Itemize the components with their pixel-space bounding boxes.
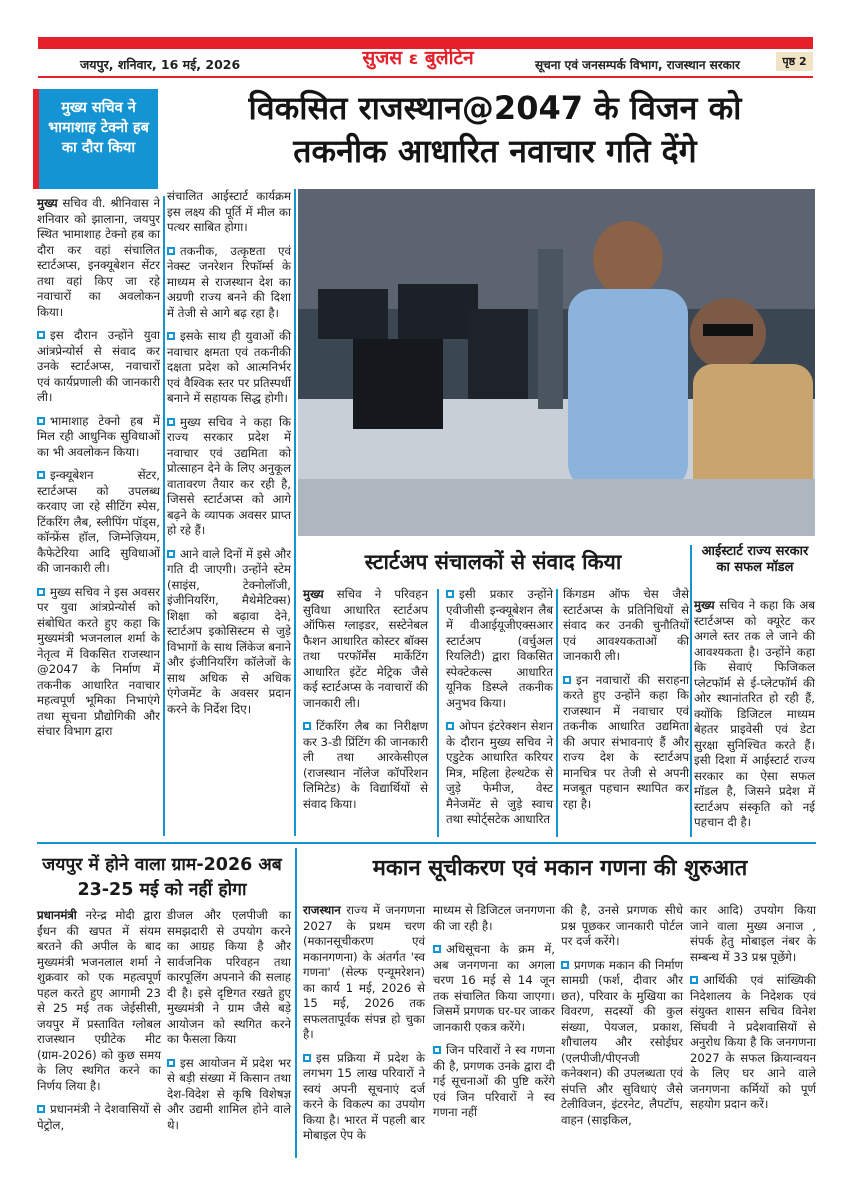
paragraph: आर्थिकी एवं सांख्यिकी निदेशालय के निदेशक एवं संयुक्त शासन सचिव विनेश सिंघवी ने प्रदेशवासियों से अनुरोध किया है कि जनगणना 2027 के सफल क्रियान्वयन के लिए घर आने वाले जनगणना कर्मियों को पूर्ण सहयोग प्रदान करें। (690, 973, 816, 1111)
paragraph: इस दौरान उन्होंने युवा आंत्रप्रेन्योर्स से संवाद कर उनके स्टार्टअप्स, नवाचारों एवं कार्यप्रणाली की जानकारी ली। (37, 328, 160, 404)
header-rule (38, 76, 813, 78)
main-headline (170, 87, 820, 173)
section-title-model: आईस्टार्ट राज्य सरकार का सफल मॉडल (701, 544, 809, 575)
masthead-subtitle: बुलेटिन (424, 47, 474, 69)
paragraph: सचिव ने परिवहन सुविधा आधारित स्टार्टअप ऑफिस ग्लाइडर, सस्टेनेबल फैशन आधारित कोस्टर बॉक्स तथा परफॉर्मेंस मार्केटिंग आधारित इंटेंट मेट्रिक जैसे कई स्टार्टअप्स के नवाचारों की जानकारी ली। (303, 587, 428, 710)
paragraph: जिन परिवारों ने स्व गणना की है, प्रगणक उनके द्वारा दी गई सूचनाओं की पुष्टि करेंगे एवं जिन परिवारों ने स्व गणना नहीं (433, 1043, 555, 1119)
paragraph: मुख्य सचिव ने इस अवसर पर युवा आंत्रप्रेन्योर्स को संबोधित करते हुए कहा कि मुख्यमंत्री भजनलाल शर्मा के नेतृत्व में विकसित राजस्थान @2047 के निर्माण में तकनीक आधारित नवाचार महत्वपूर्ण भूमिका निभाएंगे तथा सूचना प्रौद्योगिकी और संचार विभाग द्वारा (37, 584, 160, 738)
paragraph: की है, उनसे प्रगणक सीधे प्रश्न पूछकर जानकारी पोर्टल पर दर्ज करेंगे। (561, 903, 683, 948)
bullet-icon (167, 418, 175, 426)
paragraph: इस प्रक्रिया में प्रदेश के लगभग 15 लाख परिवारों ने स्वयं अपनी सूचनाएं दर्ज करने के विकल्प का उपयोग किया है। भारत में पहली बार मोबाइल ऐप के (303, 1050, 425, 1142)
bullet-icon (167, 332, 175, 340)
paragraph: सचिव वी. श्रीनिवास ने शनिवार को झालाना, जयपुर स्थित भामाशाह टेक्नो हब का दौरा कर वहां संचालित स्टार्टअप्स, इनक्यूबेशन सेंटर तथा वहां किए जा रहे नवाचारों का अवलोकन किया। (37, 196, 160, 319)
headline-line-1: विकसित राजस्थान@2047 के विजन को (248, 89, 742, 127)
column-divider (437, 589, 439, 837)
column-divider (294, 189, 296, 836)
column-divider (163, 196, 165, 836)
paragraph: मुख्य सचिव ने कहा कि राज्य सरकार प्रदेश में नवाचार एवं उद्यमिता को प्रोत्साहन देने के लिए अनुकूल वातावरण तैयार कर रही है, जिससे स्टार्टअप्स को आगे बढ़ने के व्यापक अवसर प्राप्त हो रहे हैं। (167, 414, 291, 537)
startup-column-1 (303, 587, 428, 820)
bullet-icon (167, 550, 175, 558)
paragraph: इस आयोजन में प्रदेश भर से बड़ी संख्या में किसान तथा देश-विदेश से कृषि विशेषज्ञ और उद्यमी शामिल होने वाले थे। (167, 1055, 291, 1132)
section-title-census: मकान सूचीकरण एवं मकान गणना की शुरुआत (372, 856, 748, 881)
paragraph: प्रगणक मकान की निर्माण सामग्री (फर्श, दीवार और छत), परिवार के मुखिया का विवरण, सदस्यों की कुल संख्या, पेयजल, प्रकाश, शौचालय और रसोईघर (एलपीजी/पीएनजी कनेक्शन) की उपलब्धता एवं संपत्ति और सुविधाएं जैसे टेलीविजन, इंटरनेट, लैपटॉप, वाहन (साइकिल, (561, 957, 683, 1127)
bullet-icon (303, 1054, 311, 1062)
lead-word: मुख्य (37, 196, 58, 210)
model-column (694, 598, 815, 839)
column-divider (556, 589, 558, 837)
census-column-2 (433, 903, 555, 1129)
bullet-icon (37, 588, 45, 596)
column-divider (690, 545, 692, 837)
paragraph: भामाशाह टेक्नो हब में मिल रही आधुनिक सुविधाओं का भी अवलोकन किया। (37, 413, 160, 459)
bullet-icon (561, 961, 569, 969)
section-title-startup: स्टार्टअप संचालकों से संवाद किया (298, 545, 688, 579)
masthead-logo: ε (408, 49, 419, 69)
lead-word: मुख्य (303, 587, 324, 601)
story-column-1 (37, 196, 160, 748)
page-number: पृष्ठ 2 (776, 52, 813, 71)
bullet-icon (446, 722, 454, 730)
paragraph: आने वाले दिनों में इसे और गति दी जाएगी। उन्होंने स्टेम (साइंस, टेक्नोलॉजी, इंजीनियरिंग, मैथेमेटिक्स) शिक्षा को बढ़ावा देने, स्टार्टअप इकोसिस्टम से जुड़े विभागों के साथ लिंकेज बनाने और इंजीनियरिंग कॉलेजों के साथ अधिक से अधिक एंगेजमेंट के अवसर प्रदान करने के निर्देश दिए। (167, 546, 291, 716)
paragraph: अधिसूचना के क्रम में, अब जनगणना का अगला चरण 16 मई से 14 जून तक संचालित किया जाएगा। जिसमें प्रगणक घर-घर जाकर जानकारी एकत्र करेंगे। (433, 942, 555, 1034)
paragraph: नरेन्द्र मोदी द्वारा ईंधन की खपत में संयम बरतने की अपील के बाद मुख्यमंत्री भजनलाल शर्मा ने शुक्रवार को एक महत्वपूर्ण पहल करते हुए आगामी 23 से 25 मई तक जेईसीसी, जयपुर में प्रस्तावित ग्लोबल राजस्थान एग्रीटेक मीट (ग्राम-2026) को कुछ समय के लिए स्थगित करने का निर्णय लिया है। (37, 908, 161, 1093)
story-column-2 (167, 189, 291, 725)
paragraph: सचिव ने कहा कि अब स्टार्टअप्स को क्यूरेट कर अगले स्तर तक ले जाने की आवश्यकता है। उन्होंने कहा कि सेवाएं फिजिकल प्लेटफॉर्म से ई-प्लेटफॉर्म की ओर स्थानांतरित हो रही हैं, क्योंकि डिजिटल माध्यम बेहतर प्राइवेसी एवं डेटा सुरक्षा सुनिश्चित करते हैं। इसी दिशा में आईस्टार्ट राज्य सरकार का ऐसा सफल मॉडल है, जिसने प्रदेश में स्टार्टअप संस्कृति को नई पहचान दी है। (694, 598, 815, 829)
startup-column-2 (446, 587, 553, 836)
date-line: जयपुर, शनिवार, 16 मई, 2026 (80, 57, 241, 72)
bullet-icon (167, 247, 175, 255)
paragraph: प्रधानमंत्री ने देशवासियों से पेट्रोल, (37, 1102, 161, 1132)
census-column-1 (303, 903, 425, 1152)
section-title-gram: जयपुर में होने वाला ग्राम-2026 अब 23-25 मई को नहीं होगा (42, 855, 282, 900)
bullet-icon (167, 1059, 175, 1067)
bullet-icon (690, 976, 698, 984)
paragraph: इन नवाचारों की सराहना करते हुए उन्होंने कहा कि राजस्थान में नवाचार एवं तकनीक आधारित उद्यमिता की अपार संभावनाएं हैं और राज्य देश के स्टार्टअप मानचित्र पर तेजी से अपनी मजबूत पहचान स्थापित कर रहा है। (563, 672, 689, 811)
bullet-icon (563, 676, 571, 684)
headline-line-2: तकनीक आधारित नवाचार गति देंगे (293, 132, 697, 170)
gram-column-2 (167, 908, 291, 1141)
paragraph: ओपन इंटरेक्शन सेशन के दौरान मुख्य सचिव ने एडुटेक आधारित करियर मित्र, महिला हेल्थटेक से जुड़े फेमीज, वेस्ट मैनेजमेंट से जुड़े स्वाच तथा स्पोर्ट्सटेक आधारित (446, 719, 553, 826)
bullet-icon (433, 945, 441, 953)
side-headline-box: मुख्य सचिव ने भामाशाह टेक्नो हब का दौरा किया (33, 89, 158, 189)
event-photo-illustration (298, 189, 815, 536)
paragraph: डीजल और एलपीजी का समझदारी से उपयोग करने का आग्रह किया है और सार्वजनिक परिवहन तथा कारपूलिंग अपनाने की सलाह दी है। इसे दृष्टिगत रखते हुए मुख्यमंत्री ने ग्राम जैसे बड़े आयोजन को स्थगित करने का फैसला किया (167, 908, 291, 1046)
paragraph: संचालित आईस्टार्ट कार्यक्रम इस लक्ष्य की पूर्ति में मील का पत्थर साबित होगा। (167, 189, 291, 234)
gram-column-1 (37, 908, 161, 1141)
bullet-icon (37, 417, 45, 425)
paragraph: इन्क्यूबेशन सेंटर, स्टार्टअप्स को उपलब्ध करवाए जा रहे सीटिंग स्पेस, टिंकरिंग लैब, स्लीपिंग पॉड्स, कॉन्फ्रेंस हॉल, जिम्नेज़ियम, कैफेटेरिया आदि सुविधाओं की जानकारी ली। (37, 468, 160, 575)
lead-word: प्रधानमंत्री (37, 908, 77, 922)
paragraph: राज्य में जनगणना 2027 के प्रथम चरण (मकानसूचीकरण एवं मकानगणना) के अंतर्गत 'स्व गणना' (सेल्फ एन्यूमरेशन) का कार्य 1 मई, 2026 से 15 मई, 2026 तक सफलतापूर्वक संपन्न हो चुका है। (303, 903, 425, 1041)
lead-word: मुख्य (694, 598, 715, 612)
census-column-3 (561, 903, 683, 1136)
bullet-icon (37, 471, 45, 479)
department-name: सूचना एवं जनसम्पर्क विभाग, राजस्थान सरकार (535, 58, 740, 72)
paragraph: टिंकरिंग लैब का निरीक्षण कर 3-डी प्रिंटिंग की जानकारी ली तथा आरकेसीएल (राजस्थान नॉलेज कॉर्पोरेशन लिमिटेड) के विद्यार्थियों से संवाद किया। (303, 719, 428, 811)
startup-column-3 (563, 587, 689, 820)
lead-word: राजस्थान (303, 903, 341, 917)
bullet-icon (37, 331, 45, 339)
paragraph: माध्यम से डिजिटल जनगणना की जा रही है। (433, 903, 555, 933)
event-photo (298, 189, 815, 536)
masthead-title: सुजस (362, 47, 403, 69)
paragraph: तकनीक, उत्कृष्टता एवं नेक्स्ट जनरेशन रिफॉर्म्स के माध्यम से राजस्थान देश का अग्रणी राज्य बनने की दिशा में तेजी से आगे बढ़ रहा है। (167, 243, 291, 320)
bullet-icon (446, 590, 454, 598)
column-divider (295, 848, 297, 1158)
paragraph: कार आदि) उपयोग किया जाने वाला मुख्य अनाज , संपर्क हेतु मोबाइल नंबर के सम्बन्ध में 33 प्रश्न पूछेंगे। (690, 903, 816, 964)
bullet-icon (303, 722, 311, 730)
bullet-icon (37, 1105, 45, 1113)
census-column-4 (690, 903, 816, 1121)
paragraph: इसी प्रकार उन्होंने एवीजीसी इन्क्यूबेशन लैब में वीआईयूजीएक्सआर स्टार्टअप (वर्चुअल रियलिटी) द्वारा विकसित स्पेक्टेकल्स आधारित यूनिक डिस्प्ले तकनीक अनुभव किया। (446, 587, 553, 710)
bullet-icon (433, 1046, 441, 1054)
paragraph: इसके साथ ही युवाओं की नवाचार क्षमता एवं तकनीकी दक्षता प्रदेश को आत्मनिर्भर एवं वैश्विक स्तर पर प्रतिस्पर्धी बनाने में सहायक सिद्ध होगी। (167, 329, 291, 405)
masthead (330, 44, 506, 70)
paragraph: किंगडम ऑफ चेस जैसे स्टार्टअप्स के प्रतिनिधियों से संवाद कर उनकी चुनौतियों एवं आवश्यकताओं की जानकारी ली। (563, 587, 689, 663)
section-divider (37, 842, 816, 844)
